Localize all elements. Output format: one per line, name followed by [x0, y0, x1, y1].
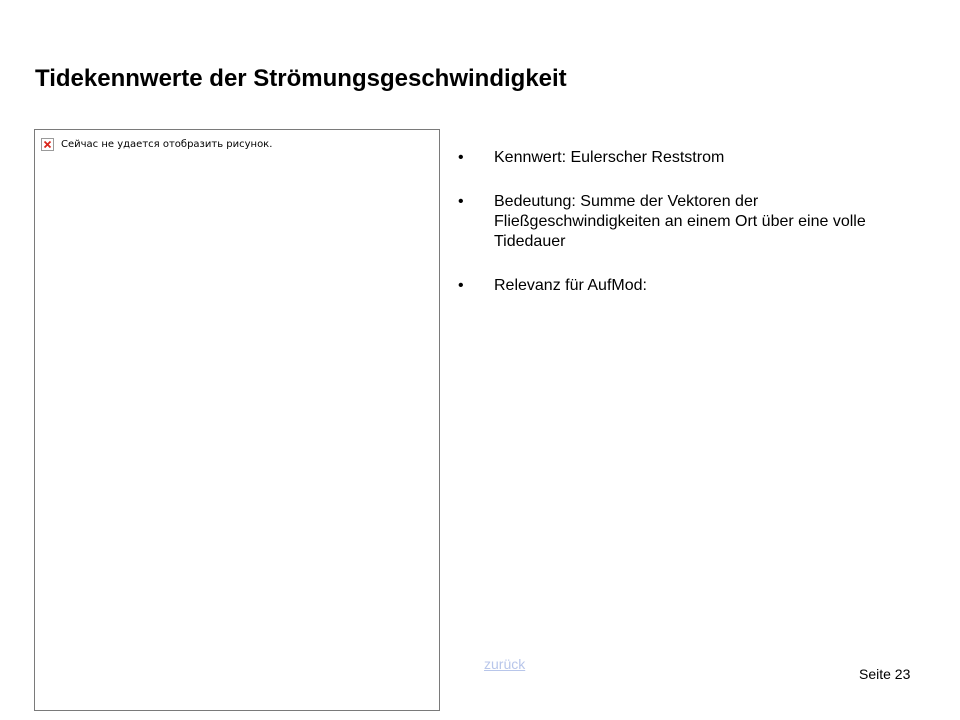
bullet-marker: •: [458, 277, 464, 294]
broken-image-notice: [41, 138, 272, 151]
bullet-text: Kennwert: Eulerscher Reststrom: [494, 149, 725, 166]
page-number: Seite 23: [859, 666, 911, 682]
bullet-text: Bedeutung: Summe der Vektoren der Fließgeschwindigkeiten an einem Ort über eine volle Tidedauer: [494, 193, 866, 250]
bullet-marker: •: [458, 149, 464, 166]
broken-image-icon: [41, 138, 54, 151]
slide-title: Tidekennwerte der Strömungsgeschwindigkeit: [35, 65, 567, 92]
bullet-item-kennwert: [456, 148, 916, 168]
bullet-list: [456, 148, 916, 320]
back-link[interactable]: zurück: [484, 656, 526, 672]
bullet-item-relevanz: [456, 276, 916, 296]
broken-image-message: Сейчас не удается отобразить рисунок.: [61, 139, 273, 150]
bullet-text: Relevanz für AufMod:: [494, 277, 647, 294]
image-placeholder: [34, 129, 440, 711]
bullet-marker: •: [458, 193, 464, 210]
bullet-item-bedeutung: [456, 192, 904, 252]
